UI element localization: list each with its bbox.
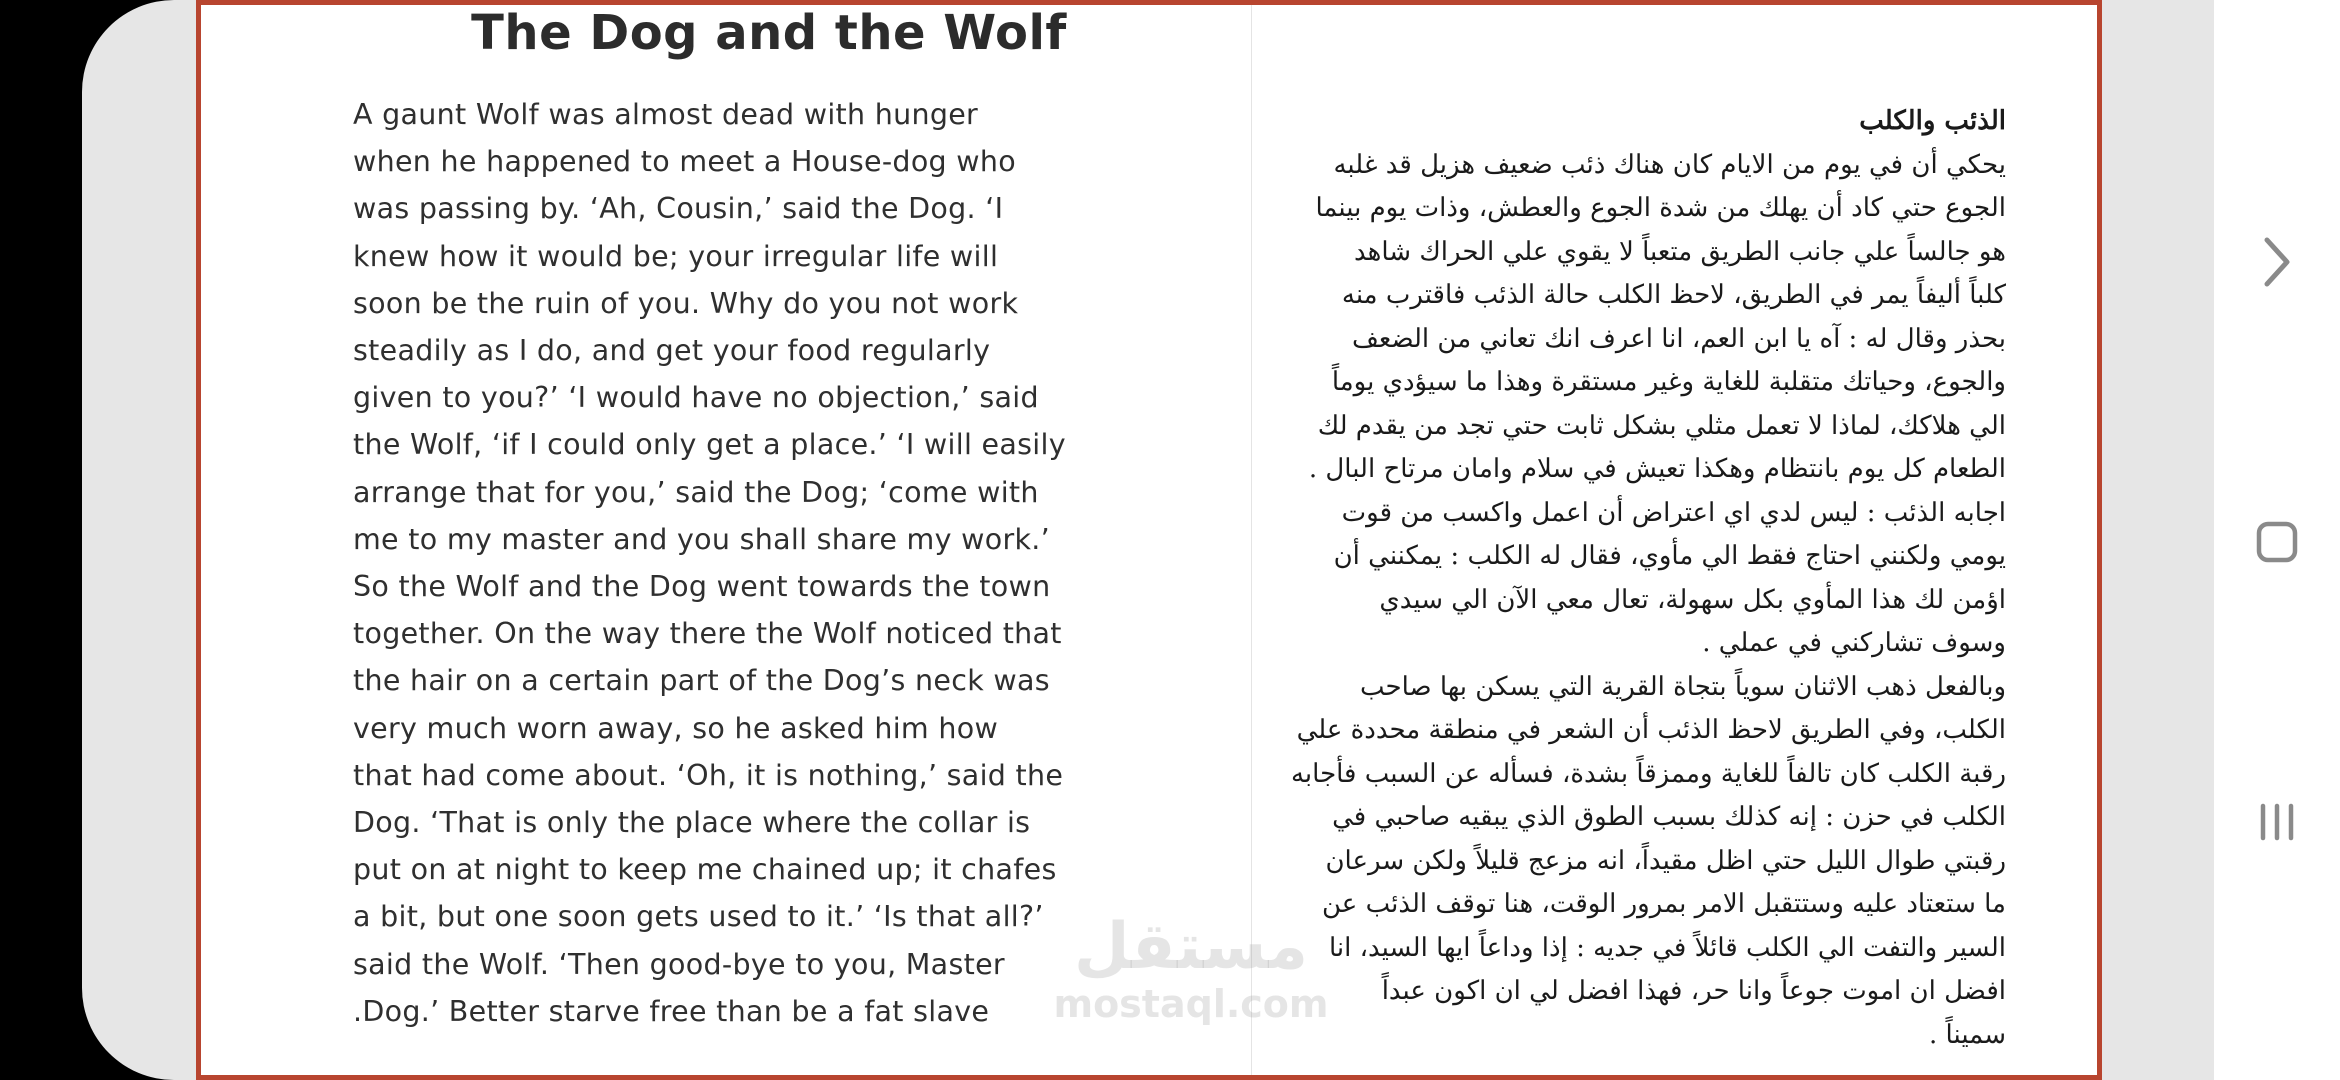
arabic-line: والجوع، وحياتك متقلبة للغاية وغير مستقرة وهذا ما سيؤدي يوماً xyxy=(1331,367,2006,397)
home-button[interactable] xyxy=(2237,502,2317,582)
arabic-line: كلباً أليفاً يمر في الطريق، لاحظ الكلب حالة الذئب فاقترب منه xyxy=(1341,280,2006,310)
arabic-line: ما ستعتاد عليه وستتقبل الامر بمرور الوقت، هنا توقف الذئب عن xyxy=(1322,889,2006,919)
english-story-text xyxy=(353,91,1193,1035)
english-line: when he happened to meet a House-dog who xyxy=(353,145,1017,179)
arabic-line: رقبتي طوال الليل حتي اظل مقيداً، انه مزعج قليلاً ولكن سرعان xyxy=(1325,845,2006,876)
arabic-line: الي هلاكك، لماذا لا تعمل مثلي بشكل ثابت حتي تجد من يقدم لك xyxy=(1317,410,2006,441)
arabic-story-text xyxy=(1269,100,2006,1057)
story-title: The Dog and the Wolf xyxy=(471,5,1067,61)
next-page-button[interactable] xyxy=(2237,222,2317,302)
watermark-arabic: مستقل xyxy=(1073,910,1309,984)
english-line: arrange that for you,’ said the Dog; ‘come with xyxy=(353,475,1039,509)
recent-apps-icon xyxy=(2253,798,2301,846)
english-line: put on at night to keep me chained up; it chafes xyxy=(353,853,1057,887)
english-line: A gaunt Wolf was almost dead with hunger xyxy=(353,98,979,131)
arabic-line: اؤمن لك هذا المأوي بكل سهولة، تعال معي الآن الي سيدي xyxy=(1379,584,2006,615)
arabic-line: الطعام كل يوم بانتظام وهكذا تعيش في سلام وامان مرتاح البال . xyxy=(1308,454,2006,484)
arabic-line: الكلب، وفي الطريق لاحظ الذئب أن الشعر في منطقة محددة علي xyxy=(1296,715,2006,745)
arabic-line: افضل ان اموت جوعاً وانا حر، فهذا افضل لي ان اكون عبداً xyxy=(1381,976,2006,1006)
navigation-bar xyxy=(2214,0,2340,1080)
english-line: me to my master and you shall share my work.’ xyxy=(353,522,1050,556)
arabic-line: الجوع حتي كاد أن يهلك من شدة الجوع والعطش، وذات يوم بينما xyxy=(1315,193,2006,223)
english-line: soon be the ruin of you. Why do you not work xyxy=(353,286,1019,320)
story-page xyxy=(196,0,2102,1080)
english-line: a bit, but one soon gets used to it.’ ‘Is that all?’ xyxy=(353,900,1044,934)
arabic-line: الكلب في حزن : إنه كذلك بسبب الطوق الذي يبقيه صاحبي في xyxy=(1332,802,2006,832)
english-line: the Wolf, ‘if I could only get a place.’ ‘I will easily xyxy=(353,428,1066,462)
english-line: knew how it would be; your irregular life will xyxy=(353,239,999,273)
english-line: together. On the way there the Wolf noticed that xyxy=(353,617,1062,651)
english-line: very much worn away, so he asked him how xyxy=(353,711,999,745)
arabic-line: يحكي أن في يوم من الايام كان هناك ذئب ضعيف هزيل قد غلبه xyxy=(1333,149,2006,180)
arabic-line: وبالفعل ذهب الاثنان سوياً بتجاة القرية التي يسكن بها صاحب xyxy=(1360,671,2006,702)
english-line: the hair on a certain part of the Dog’s neck was xyxy=(353,664,1050,698)
english-line: given to you?’ ‘I would have no objection,’ said xyxy=(353,381,1039,415)
arabic-line: بحذر وقال له : آه يا ابن العم، انا اعرف انك تعاني من الضعف xyxy=(1352,323,2006,354)
arabic-line: رقبة الكلب كان تالفاً للغاية وممزقاً بشدة، فسأله عن السبب فأجابه xyxy=(1290,758,2006,789)
english-line: said the Wolf. ‘Then good-bye to you, Master xyxy=(353,947,1005,981)
arabic-line: سميناً . xyxy=(1929,1019,2006,1050)
arabic-line: يومي ولكنني احتاج فقط الي مأوي، فقال له الكلب : يمكنني أن xyxy=(1333,541,2006,571)
english-line: was passing by. ‘Ah, Cousin,’ said the Dog. ‘I xyxy=(353,192,1004,226)
chevron-right-icon xyxy=(2257,232,2297,292)
english-line: .Dog.’ Better starve free than be a fat slave xyxy=(353,994,990,1028)
english-line: steadily as I do, and get your food regularly xyxy=(353,334,991,368)
arabic-line: وسوف تشاركني في عملي . xyxy=(1702,628,2006,658)
recent-apps-button[interactable] xyxy=(2237,782,2317,862)
column-divider xyxy=(1251,5,1252,1075)
arabic-line: هو جالساً علي جانب الطريق متعباً لا يقوي علي الحراك شاهد xyxy=(1354,236,2006,267)
arabic-line: اجابه الذئب : ليس لدي اي اعتراض أن اعمل واكسب من قوت xyxy=(1341,497,2006,528)
english-line: So the Wolf and the Dog went towards the town xyxy=(353,570,1051,604)
english-line: Dog. ‘That is only the place where the collar is xyxy=(353,806,1031,840)
arabic-line: السير والتفت الي الكلب قائلاً في جديه : إذا وداعاً ايها السيد، انا xyxy=(1328,932,2006,963)
square-home-icon xyxy=(2253,518,2301,566)
arabic-title: الذئب والكلب xyxy=(1859,106,2006,136)
watermark-latin: mostaql.com xyxy=(1053,982,1329,1026)
english-line: that had come about. ‘Oh, it is nothing,’ said the xyxy=(353,758,1064,792)
